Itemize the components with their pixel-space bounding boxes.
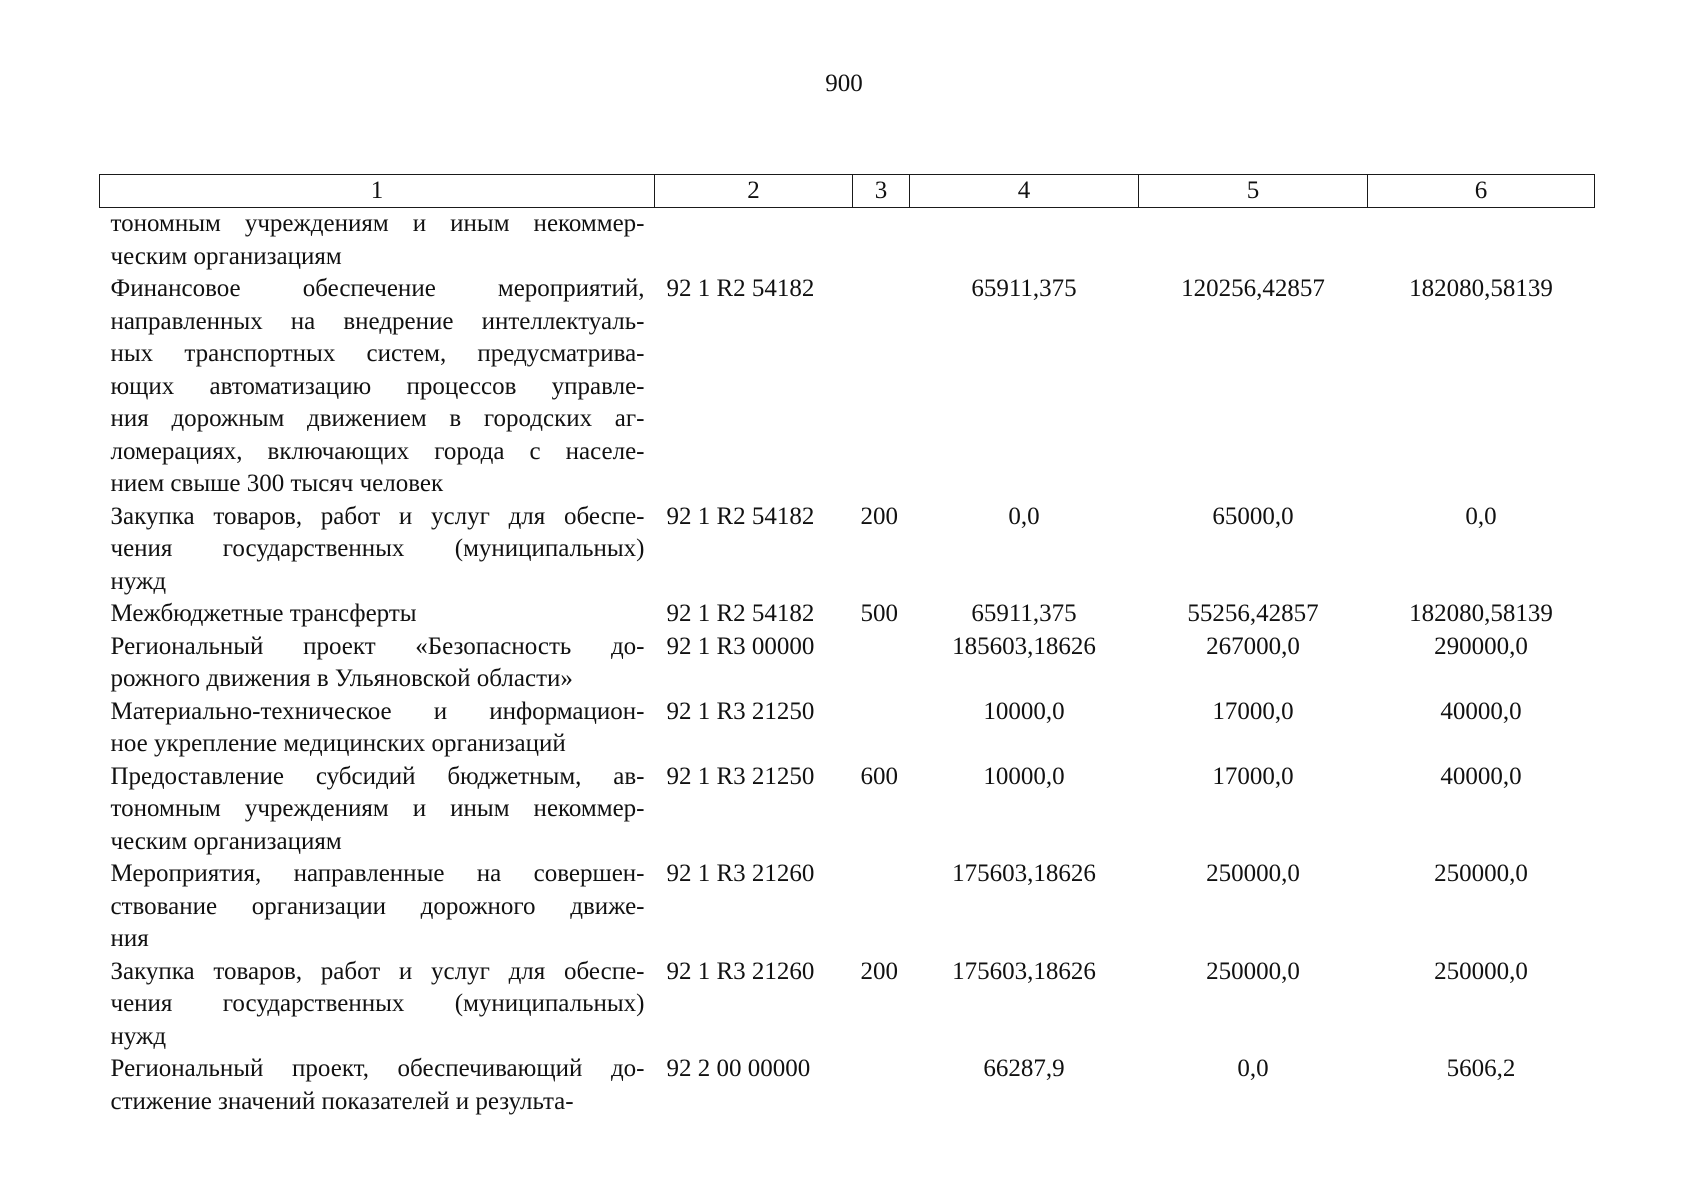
- row-name-line: ческим организациям: [110, 827, 342, 855]
- row-value-col6: 290000,0: [1434, 632, 1528, 660]
- row-value-col5: 250000,0: [1206, 860, 1300, 887]
- column-header-2: 2: [655, 175, 853, 208]
- row-expense-type: 200: [860, 502, 898, 530]
- row-name-line: ствование организации дорожного движе-: [110, 892, 645, 920]
- row-name: [100, 1053, 655, 1118]
- row-name-line: тономным учреждениям и иным некоммер-: [110, 795, 645, 822]
- row-name-line: ное укрепление медицинских организаций: [110, 730, 566, 757]
- row-expense-type: [853, 858, 910, 956]
- row-value-col5: 65000,0: [1212, 502, 1294, 530]
- row-expense-type: [853, 273, 910, 501]
- row-expense-type: [853, 208, 910, 274]
- row-name-line: направленных на внедрение интеллектуаль-: [110, 307, 645, 335]
- row-value-col6: 182080,58139: [1409, 600, 1553, 627]
- table-row: [100, 1053, 1595, 1118]
- row-name-line: ломерациях, включающих города с населе-: [110, 437, 645, 465]
- row-value-col5: 17000,0: [1212, 762, 1294, 790]
- row-expense-type: 600: [860, 762, 898, 790]
- row-name-line: тономным учреждениям и иным некоммер-: [110, 210, 645, 237]
- row-name-line: ния дорожным движением в городских аг-: [110, 405, 645, 432]
- row-value-col6: 250000,0: [1434, 957, 1528, 985]
- row-value-col5: 55256,42857: [1187, 600, 1319, 627]
- row-value-col4: 185603,18626: [952, 632, 1096, 660]
- row-name-line: ческим организациям: [110, 242, 342, 270]
- row-code: 92 1 R2 54182: [666, 275, 815, 302]
- table-row: [100, 956, 1595, 1054]
- row-expense-type: [853, 696, 910, 761]
- row-name: [100, 696, 655, 761]
- row-name-line: чения государственных (муниципальных): [110, 990, 645, 1017]
- row-name: [100, 273, 655, 501]
- row-name: [100, 598, 655, 631]
- row-name-line: Региональный проект, обеспечивающий до-: [110, 1055, 645, 1082]
- row-name-line: Материально-техническое и информацион-: [110, 697, 645, 725]
- row-value-col4: 175603,18626: [952, 860, 1096, 887]
- table-row: [100, 501, 1595, 599]
- row-value-col6: 40000,0: [1440, 762, 1522, 790]
- row-name-line: ных транспортных систем, предусматрива-: [110, 340, 645, 367]
- table-row: [100, 858, 1595, 956]
- table-body: [100, 208, 1595, 1119]
- table-row: [100, 761, 1595, 859]
- row-value-col6: 40000,0: [1440, 697, 1522, 725]
- row-name-line: нужд: [110, 1022, 167, 1050]
- table-row: [100, 598, 1595, 631]
- row-name: [100, 208, 655, 274]
- row-name-line: Закупка товаров, работ и услуг для обеспе-: [110, 957, 645, 985]
- row-name-line: Закупка товаров, работ и услуг для обеспе-: [110, 502, 645, 530]
- row-expense-type: 200: [860, 957, 898, 985]
- table-row: [100, 631, 1595, 696]
- page-number: 900: [825, 70, 863, 97]
- table-row: [100, 273, 1595, 501]
- row-value-col4: 175603,18626: [952, 957, 1096, 985]
- column-header-6: 6: [1368, 175, 1595, 208]
- row-code: 92 2 00 00000: [666, 1055, 811, 1082]
- row-expense-type: [853, 1053, 910, 1118]
- row-name-line: ющих автоматизацию процессов управле-: [110, 372, 645, 400]
- row-name-line: Предоставление субсидий бюджетным, ав-: [110, 762, 645, 790]
- row-name-line: нужд: [110, 567, 167, 595]
- row-value-col5: 17000,0: [1212, 697, 1294, 725]
- row-code: 92 1 R3 21250: [666, 762, 815, 790]
- row-value-col5: 267000,0: [1206, 632, 1300, 660]
- column-header-4: 4: [910, 175, 1139, 208]
- row-code: 92 1 R2 54182: [666, 600, 815, 627]
- row-name-line: ния: [110, 925, 149, 952]
- table-row: [100, 696, 1595, 761]
- row-name-line: Мероприятия, направленные на совершен-: [110, 860, 645, 887]
- row-name-line: стижение значений показателей и результа-: [110, 1087, 574, 1115]
- row-value-col6: 0,0: [1465, 502, 1497, 530]
- row-value-col5: 250000,0: [1206, 957, 1300, 985]
- row-name-line: Межбюджетные трансферты: [110, 600, 417, 627]
- row-value-col4: 65911,375: [971, 275, 1077, 302]
- row-name-line: чения государственных (муниципальных): [110, 535, 645, 562]
- row-name-line: Финансовое обеспечение мероприятий,: [110, 275, 645, 302]
- row-value-col4: 0,0: [1008, 502, 1040, 530]
- row-code: 92 1 R2 54182: [666, 502, 815, 530]
- row-code: 92 1 R3 21260: [666, 957, 815, 985]
- row-value-col5: 0,0: [1237, 1055, 1269, 1082]
- row-value-col4: 10000,0: [983, 697, 1065, 725]
- row-value-col6: 5606,2: [1446, 1055, 1516, 1082]
- row-code: [655, 208, 853, 274]
- row-name: [100, 858, 655, 956]
- row-name: [100, 631, 655, 696]
- row-code: 92 1 R3 00000: [666, 632, 815, 660]
- row-value-col6: 250000,0: [1434, 860, 1528, 887]
- row-name: [100, 956, 655, 1054]
- row-value-col5: [1139, 208, 1368, 274]
- column-header-3: 3: [853, 175, 910, 208]
- row-value-col4: [910, 208, 1139, 274]
- row-code: 92 1 R3 21260: [666, 860, 815, 887]
- row-value-col6: 182080,58139: [1409, 275, 1553, 302]
- column-header-5: 5: [1139, 175, 1368, 208]
- row-value-col4: 65911,375: [971, 600, 1077, 627]
- row-name: [100, 761, 655, 859]
- budget-table: [99, 174, 1595, 1118]
- row-name-line: нием свыше 300 тысяч человек: [110, 470, 444, 497]
- row-value-col4: 10000,0: [983, 762, 1065, 790]
- row-value-col6: [1368, 208, 1595, 274]
- row-name-line: рожного движения в Ульяновской области»: [110, 665, 573, 692]
- column-header-row: [100, 175, 1595, 208]
- row-expense-type: 500: [860, 600, 898, 627]
- row-value-col4: 66287,9: [983, 1055, 1065, 1082]
- column-header-1: 1: [100, 175, 655, 208]
- row-name-line: Региональный проект «Безопасность до-: [110, 632, 645, 660]
- row-name: [100, 501, 655, 599]
- row-code: 92 1 R3 21250: [666, 697, 815, 725]
- row-value-col5: 120256,42857: [1181, 275, 1325, 302]
- table-row: [100, 208, 1595, 274]
- row-expense-type: [853, 631, 910, 696]
